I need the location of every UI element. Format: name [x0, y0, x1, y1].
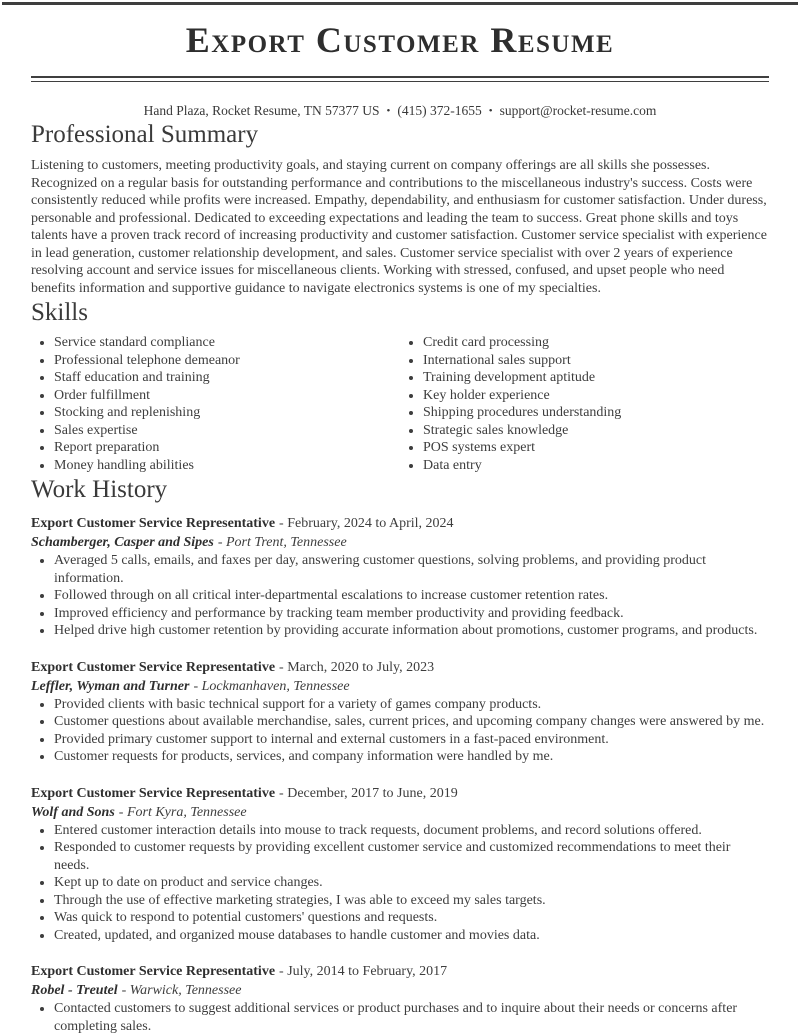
summary-heading: Professional Summary — [31, 121, 259, 149]
contact-line — [0, 103, 800, 119]
job-bullet: • Followed through on all critical inter-departmental escalations to increase customer retention rates. — [54, 587, 769, 605]
skills-column-left — [31, 334, 400, 474]
job-dates: - July, 2014 to February, 2017 — [279, 964, 448, 980]
skill-item: • Training development aptitude — [423, 369, 769, 387]
skill-item: • Service standard compliance — [54, 334, 400, 352]
job-company-line — [31, 677, 769, 696]
job-bullet: • Contacted customers to suggest additional services or product purchases and to inquire about their needs or concerns after completing sales. — [54, 1000, 769, 1035]
job-bullet: • Through the use of effective marketing strategies, I was able to exceed my sales targets. — [54, 892, 769, 910]
job-bullet: • Helped drive high customer retention by providing accurate information about promotions, customer programs, and products. — [54, 622, 769, 640]
resume-body — [0, 119, 800, 1035]
skill-item: • Credit card processing — [423, 334, 769, 352]
job-title: Export Customer Service Representative — [31, 659, 276, 675]
job-bullet: • Provided clients with basic technical support for a variety of games company products. — [54, 696, 769, 714]
job-entry — [31, 962, 769, 1035]
job-title-line — [31, 658, 769, 677]
job-bullet: • Customer requests for products, services, and company information were handled by me. — [54, 748, 769, 766]
job-entry — [31, 658, 769, 766]
summary-text: Listening to customers, meeting productivity goals, and staying current on company offerings are all skills she possesses. Recognized on a regular basis for outstanding performance and contributions to the miscellaneous industry's success. Costs were consistently reduced while profits were increased. Empathy, dependability, and enthusiasm for customer satisfaction. Under duress, personable and professional. Dedicated to exceeding expectations and leading the team to success. Great phone skills and toys talents have a proven track record of increasing productivity and customer satisfaction. Customer service specialist with experience in lead generation, customer relationship development, and sales. Customer service specialist with over 2 years of experience resolving account and service issues for miscellaneous clients. Working with stressed, confused, and upset people who need benefits information and supportive guidance to navigate electronics systems is one of my specialties. — [31, 158, 767, 296]
job-bullet: • Averaged 5 calls, emails, and faxes per day, answering customer questions, solving problems, and providing product information. — [54, 552, 769, 587]
skill-item: • Stocking and replenishing — [54, 404, 400, 422]
job-dates: - February, 2024 to April, 2024 — [279, 516, 454, 532]
top-border-line — [2, 2, 798, 5]
skill-item: • Staff education and training — [54, 369, 400, 387]
job-bullets — [31, 696, 769, 766]
skill-item: • Data entry — [423, 457, 769, 475]
job-entries — [31, 514, 769, 1035]
skill-item: • Shipping procedures understanding — [423, 404, 769, 422]
job-location: - Warwick, Tennessee — [121, 983, 242, 999]
job-title: Export Customer Service Representative — [31, 785, 276, 801]
skill-item: • Money handling abilities — [54, 457, 400, 475]
job-title: Export Customer Service Representative — [31, 964, 276, 980]
contact-separator-dot: • — [488, 105, 493, 118]
skill-item: • Report preparation — [54, 439, 400, 457]
skill-item: • International sales support — [423, 352, 769, 370]
job-company: Schamberger, Casper and Sipes — [31, 535, 214, 551]
job-title: Export Customer Service Representative — [31, 516, 276, 532]
job-company-line — [31, 803, 769, 822]
job-company-line — [31, 981, 769, 1000]
contact-separator-dot: • — [386, 105, 391, 118]
job-title-line — [31, 962, 769, 981]
skill-item: • Order fulfillment — [54, 387, 400, 405]
work-history-heading: Work History — [31, 476, 168, 504]
job-entry — [31, 514, 769, 640]
job-bullet: • Responded to customer requests by providing excellent customer service and customized recommendations to meet their needs. — [54, 839, 769, 874]
job-location: - Lockmanhaven, Tennessee — [193, 678, 350, 694]
job-bullet: • Improved efficiency and performance by tracking team member productivity and providing feedback. — [54, 605, 769, 623]
skill-item: • Key holder experience — [423, 387, 769, 405]
job-dates: - March, 2020 to July, 2023 — [279, 659, 435, 675]
skill-item: • Sales expertise — [54, 422, 400, 440]
job-bullet: • Created, updated, and organized mouse databases to handle customer and movies data. — [54, 927, 769, 945]
job-bullets — [31, 822, 769, 945]
job-bullets — [31, 552, 769, 640]
contact-phone: (415) 372-1655 — [397, 103, 482, 119]
contact-address: Hand Plaza, Rocket Resume, TN 57377 US — [143, 103, 380, 119]
job-dates: - December, 2017 to June, 2019 — [279, 785, 458, 801]
skills-column-right — [400, 334, 769, 474]
job-location: - Port Trent, Tennessee — [217, 535, 347, 551]
job-location: - Fort Kyra, Tennessee — [118, 804, 247, 820]
job-company: Leffler, Wyman and Turner — [31, 678, 190, 694]
job-bullet: • Entered customer interaction details into mouse to track requests, document problems, and record solutions offered. — [54, 822, 769, 840]
job-bullets — [31, 1000, 769, 1035]
job-title-line — [31, 784, 769, 803]
job-company: Wolf and Sons — [31, 804, 115, 820]
contact-email: support@rocket-resume.com — [499, 103, 657, 119]
skill-item: • Professional telephone demeanor — [54, 352, 400, 370]
skill-item: • Strategic sales knowledge — [423, 422, 769, 440]
job-bullet: • Kept up to date on product and service changes. — [54, 874, 769, 892]
skills-heading: Skills — [31, 299, 88, 327]
job-bullet: • Customer questions about available merchandise, sales, current prices, and upcoming company changes were answered by me. — [54, 713, 769, 731]
page-title: Export Customer Resume — [185, 20, 615, 60]
skills-list — [31, 334, 769, 474]
skill-item: • POS systems expert — [423, 439, 769, 457]
job-bullet: • Provided primary customer support to internal and external customers in a fast-paced environment. — [54, 731, 769, 749]
job-title-line — [31, 514, 769, 533]
job-company: Robel - Treutel — [31, 983, 118, 999]
title-divider-line — [31, 76, 769, 82]
job-entry — [31, 784, 769, 945]
job-company-line — [31, 533, 769, 552]
job-bullet: • Was quick to respond to potential customers' questions and requests. — [54, 909, 769, 927]
